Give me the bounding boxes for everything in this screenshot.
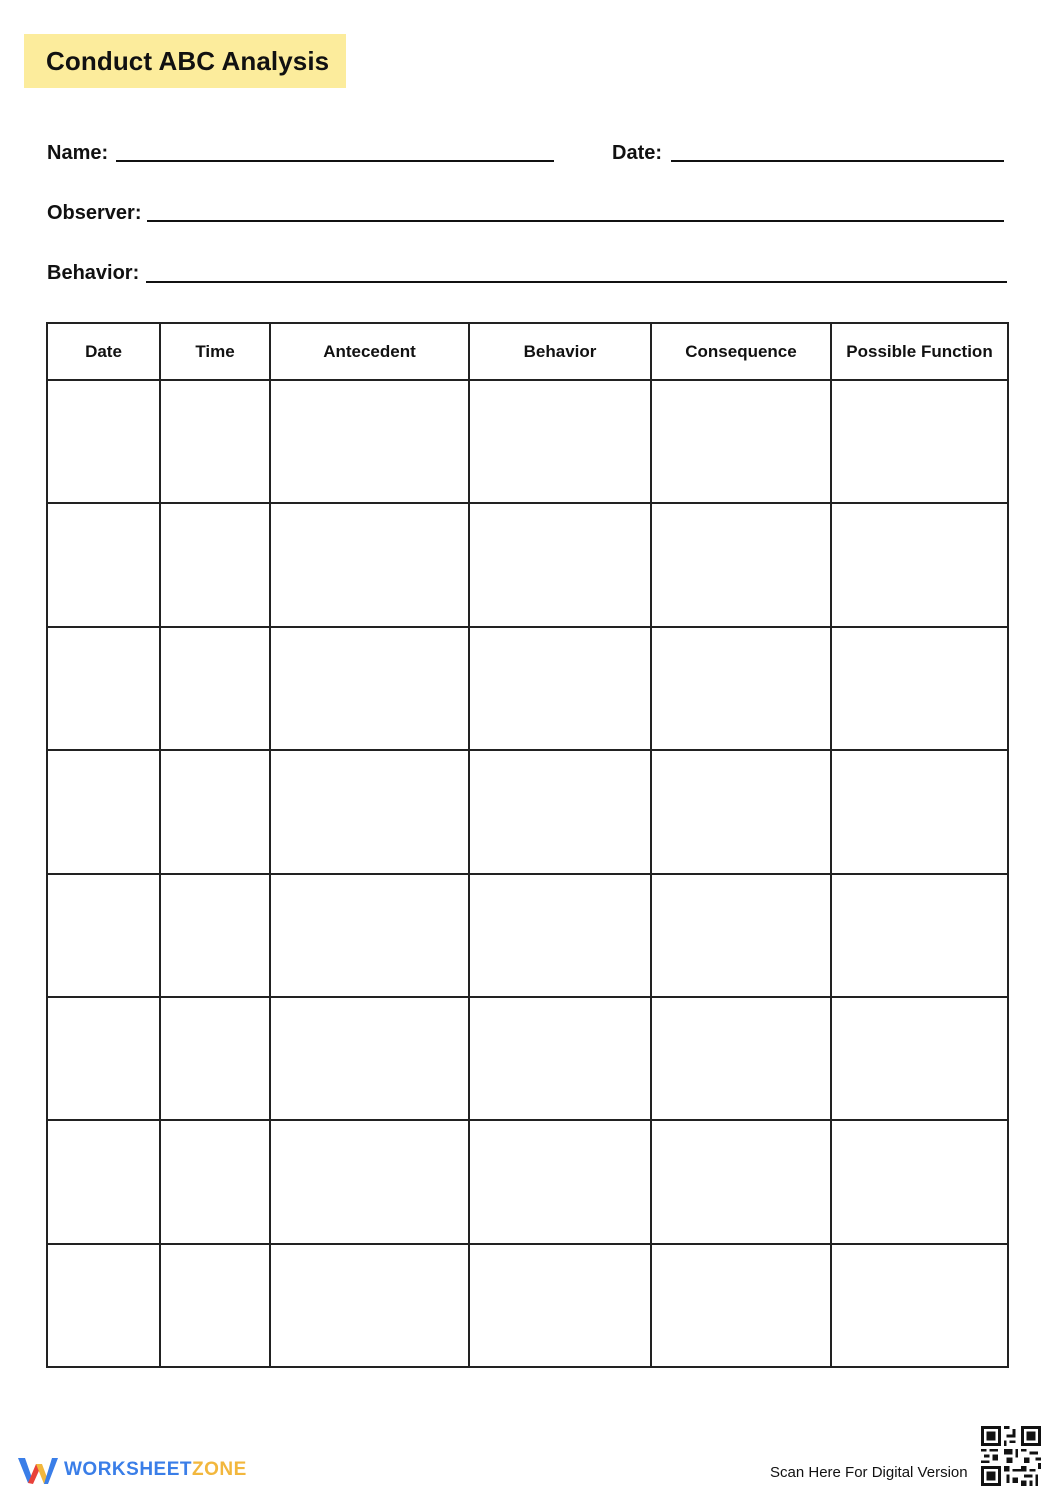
brand-name <box>64 1459 247 1481</box>
table-cell[interactable] <box>469 997 651 1120</box>
header-antecedent: Antecedent <box>270 323 469 380</box>
table-cell[interactable] <box>160 750 270 873</box>
table-row <box>47 627 1008 750</box>
table-cell[interactable] <box>270 627 469 750</box>
brand-part-zone: ZONE <box>192 1459 247 1480</box>
table-row <box>47 750 1008 873</box>
behavior-label: Behavior: <box>47 262 140 284</box>
header-time: Time <box>160 323 270 380</box>
table-cell[interactable] <box>47 627 160 750</box>
table-cell[interactable] <box>47 380 160 503</box>
table-cell[interactable] <box>469 627 651 750</box>
table-cell[interactable] <box>47 874 160 997</box>
page-title: Conduct ABC Analysis <box>46 45 330 76</box>
table-cell[interactable] <box>831 997 1008 1120</box>
table-cell[interactable] <box>651 1120 831 1243</box>
table-cell[interactable] <box>469 1244 651 1367</box>
table-cell[interactable] <box>651 380 831 503</box>
table-cell[interactable] <box>831 1120 1008 1243</box>
worksheetzone-logo-icon <box>16 1454 58 1486</box>
name-field[interactable] <box>116 160 554 162</box>
behavior-field[interactable] <box>146 281 1007 283</box>
table-cell[interactable] <box>831 1244 1008 1367</box>
header-behavior: Behavior <box>469 323 651 380</box>
table-cell[interactable] <box>160 1120 270 1243</box>
header-possible-function: Possible Function <box>831 323 1008 380</box>
qr-code-icon[interactable] <box>981 1426 1041 1486</box>
table-cell[interactable] <box>160 874 270 997</box>
table-cell[interactable] <box>47 997 160 1120</box>
table-cell[interactable] <box>651 1244 831 1367</box>
table-cell[interactable] <box>651 503 831 626</box>
table-cell[interactable] <box>160 503 270 626</box>
table-cell[interactable] <box>160 997 270 1120</box>
scan-caption: Scan Here For Digital Version <box>770 1464 968 1481</box>
table-cell[interactable] <box>270 997 469 1120</box>
table-cell[interactable] <box>831 380 1008 503</box>
header-date: Date <box>47 323 160 380</box>
table-cell[interactable] <box>160 380 270 503</box>
table-cell[interactable] <box>270 750 469 873</box>
table-cell[interactable] <box>47 1120 160 1243</box>
table-cell[interactable] <box>47 1244 160 1367</box>
abc-table <box>46 322 1009 1368</box>
observer-label: Observer: <box>47 202 142 224</box>
table-cell[interactable] <box>651 627 831 750</box>
table-cell[interactable] <box>831 627 1008 750</box>
date-label: Date: <box>612 142 663 164</box>
table-cell[interactable] <box>270 1120 469 1243</box>
table-cell[interactable] <box>270 1244 469 1367</box>
table-cell[interactable] <box>270 874 469 997</box>
table-row <box>47 997 1008 1120</box>
table-cell[interactable] <box>469 380 651 503</box>
table-cell[interactable] <box>651 874 831 997</box>
table-cell[interactable] <box>651 997 831 1120</box>
table-row <box>47 1244 1008 1367</box>
header-consequence: Consequence <box>651 323 831 380</box>
table-row <box>47 380 1008 503</box>
date-field[interactable] <box>671 160 1004 162</box>
table-cell[interactable] <box>651 750 831 873</box>
table-cell[interactable] <box>831 874 1008 997</box>
table-cell[interactable] <box>469 503 651 626</box>
table-cell[interactable] <box>270 380 469 503</box>
table-cell[interactable] <box>160 627 270 750</box>
table-cell[interactable] <box>47 750 160 873</box>
observer-field[interactable] <box>147 220 1004 222</box>
table-cell[interactable] <box>160 1244 270 1367</box>
title-banner <box>24 34 346 88</box>
table-header-row <box>47 323 1008 380</box>
name-label: Name: <box>47 142 109 164</box>
worksheetzone-logo <box>16 1454 247 1486</box>
table-row <box>47 1120 1008 1243</box>
table-cell[interactable] <box>831 750 1008 873</box>
table-cell[interactable] <box>469 874 651 997</box>
table-cell[interactable] <box>270 503 469 626</box>
table-cell[interactable] <box>469 1120 651 1243</box>
table-row <box>47 874 1008 997</box>
table-row <box>47 503 1008 626</box>
brand-part-worksheet: WORKSHEET <box>64 1459 192 1480</box>
table-cell[interactable] <box>47 503 160 626</box>
table-cell[interactable] <box>469 750 651 873</box>
table-cell[interactable] <box>831 503 1008 626</box>
